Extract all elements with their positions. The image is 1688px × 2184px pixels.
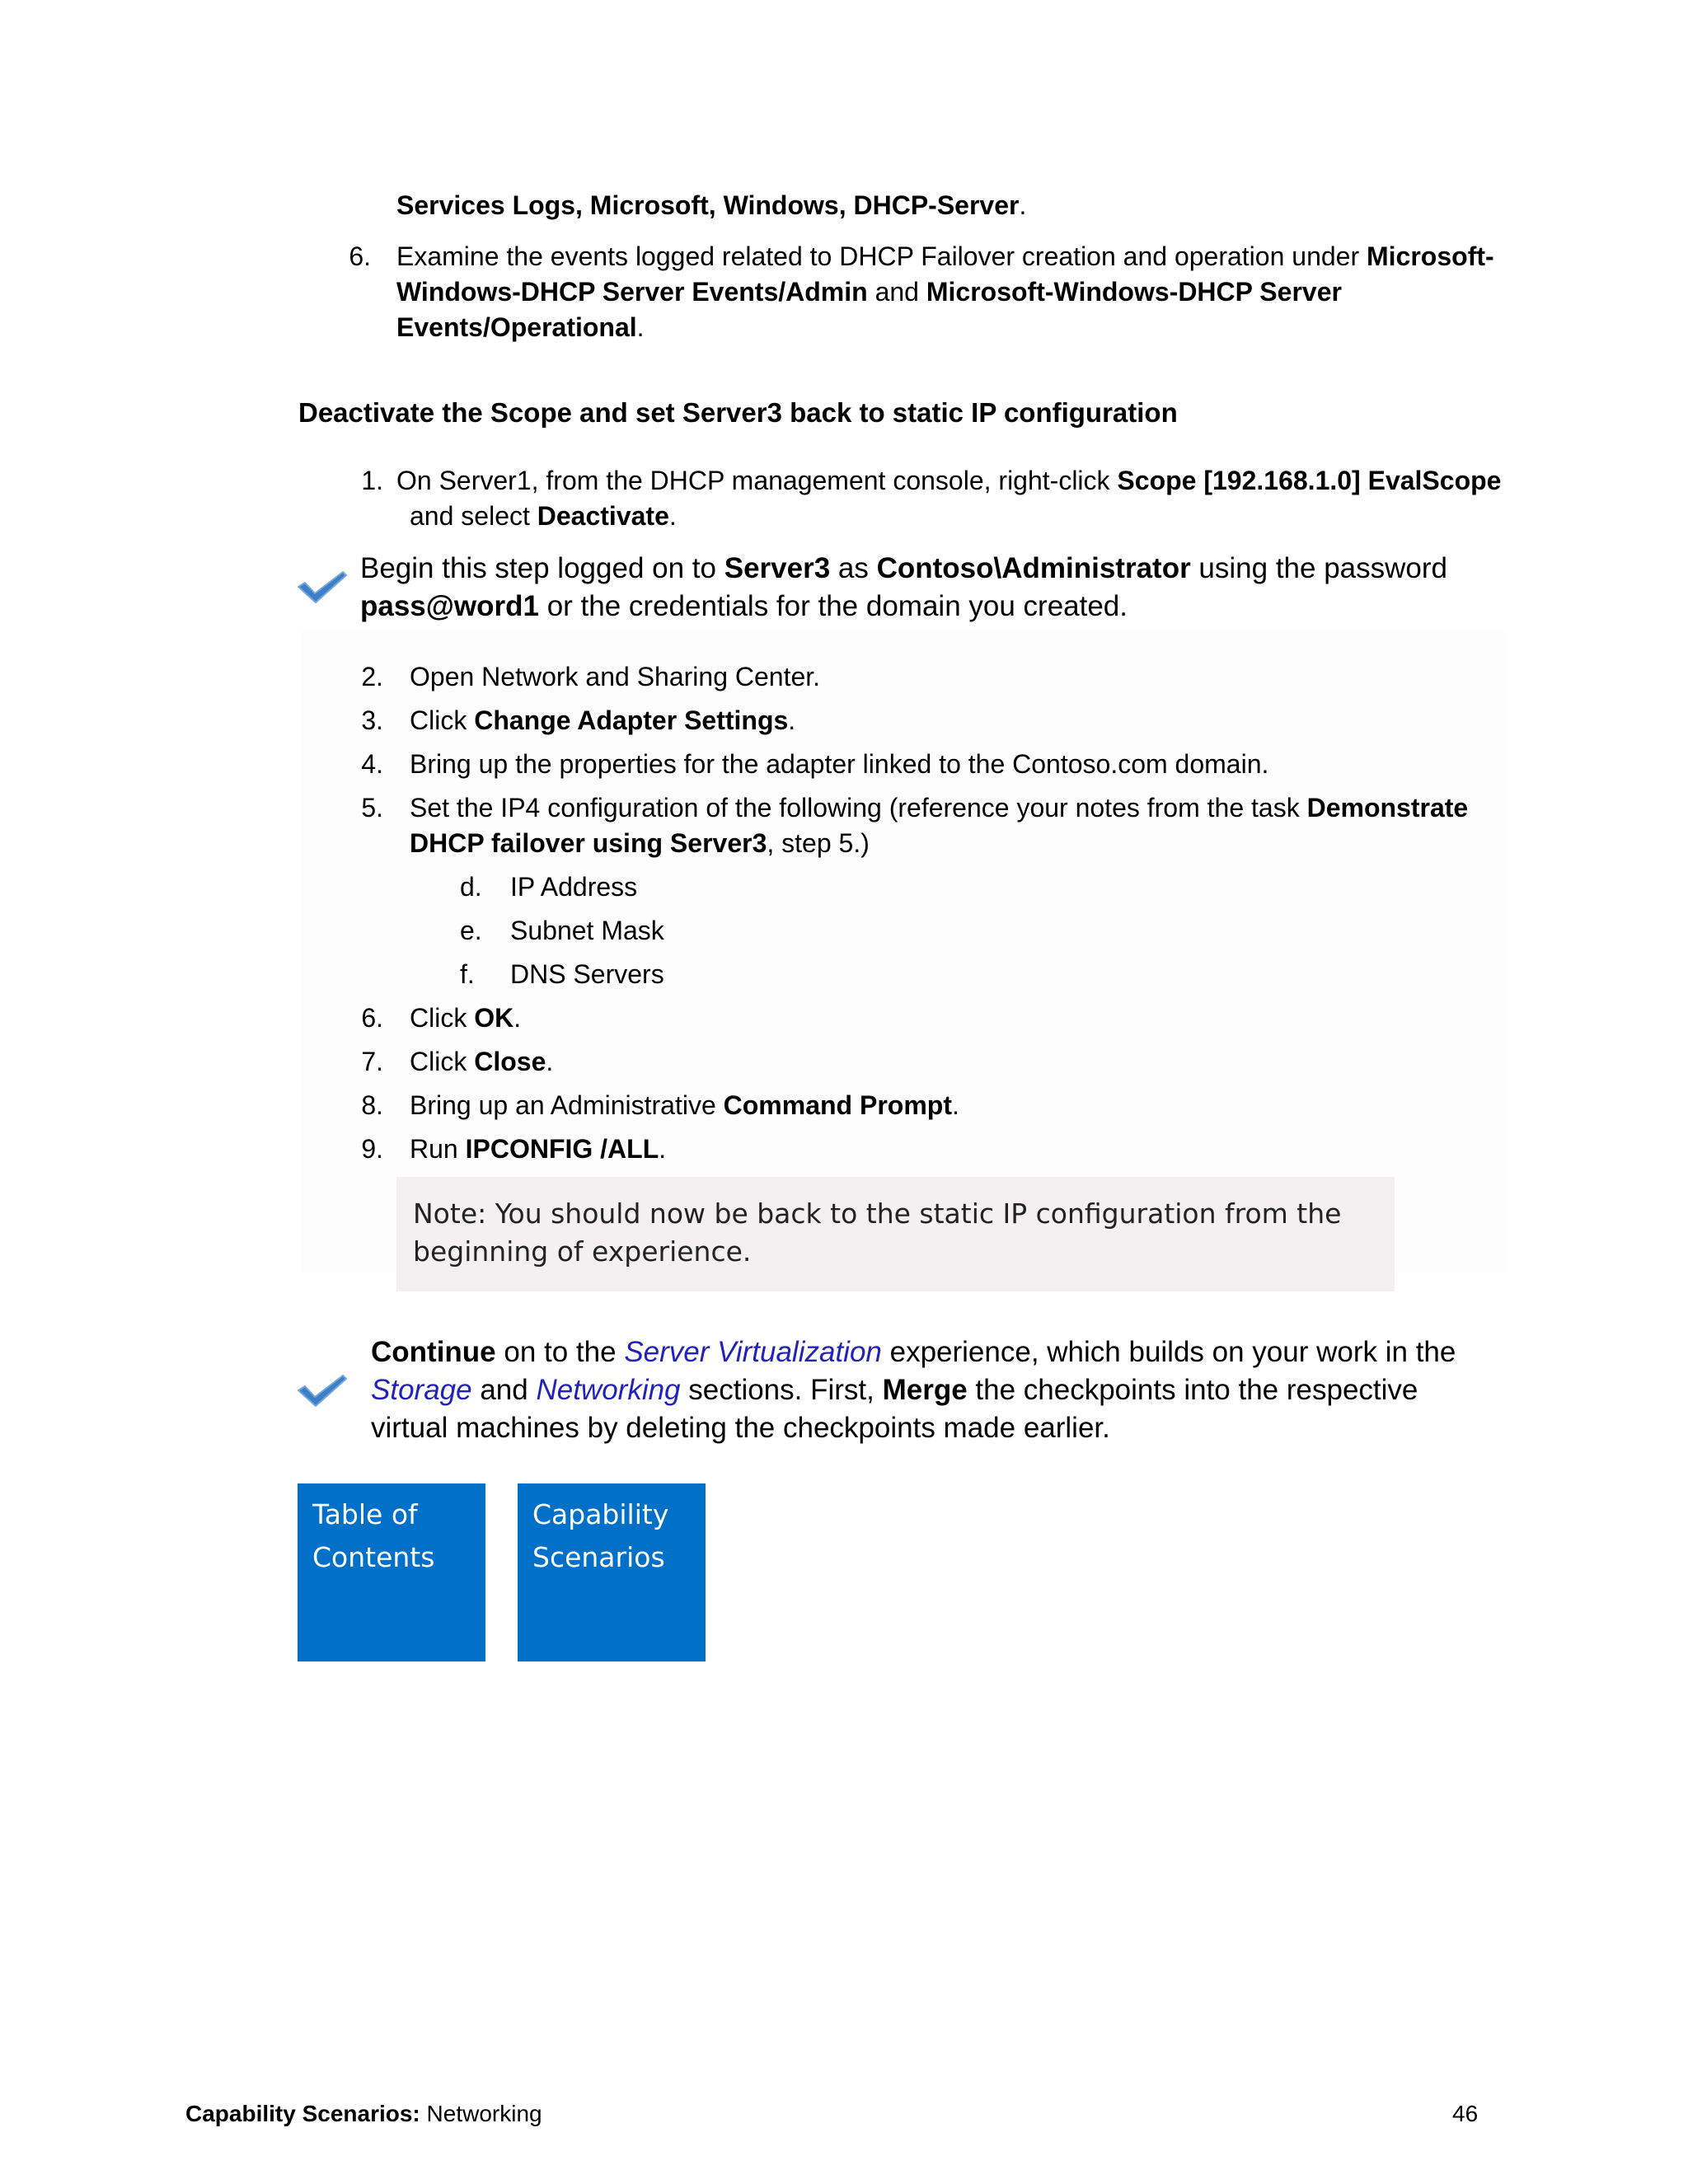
sub-item-label: e. xyxy=(460,916,482,945)
networking-link[interactable]: Networking xyxy=(536,1374,681,1406)
note-line1: Note: You should now be back to the static IP configuration from the xyxy=(413,1197,1342,1230)
page-number: 46 xyxy=(1452,2101,1479,2126)
intro-step6-line2: Windows-DHCP Server Events/Admin and Microsoft-Windows-DHCP Server xyxy=(396,277,1342,307)
step-number: 7. xyxy=(361,1047,383,1076)
section-heading: Deactivate the Scope and set Server3 back to static IP configuration xyxy=(298,397,1178,428)
sub-item-text: IP Address xyxy=(510,872,638,902)
footer-left: Capability Scenarios: Networking xyxy=(185,2101,542,2126)
step-number: 6. xyxy=(361,1003,383,1033)
step-5-line1: Set the IP4 configuration of the following (reference your notes from the task Demonstrate xyxy=(410,793,1469,823)
callout2-line1: Continue on to the Server Virtualization experience, which builds on your work in the xyxy=(371,1336,1456,1368)
step-number: 2. xyxy=(361,662,383,691)
storage-link[interactable]: Storage xyxy=(371,1374,472,1406)
step-5-line2: DHCP failover using Server3, step 5.) xyxy=(410,828,870,858)
note-line2: beginning of experience. xyxy=(413,1235,752,1268)
step-number: 1. xyxy=(361,466,383,495)
intro-line0: Services Logs, Microsoft, Windows, DHCP-Server. xyxy=(396,190,1027,220)
step-2-text: Open Network and Sharing Center. xyxy=(410,662,821,691)
callout-line1: Begin this step logged on to Server3 as Contoso\Administrator using the password xyxy=(360,552,1447,584)
capability-scenarios-tile[interactable] xyxy=(518,1483,706,1661)
callout-line2: pass@word1 or the credentials for the domain you created. xyxy=(360,590,1128,622)
note-box xyxy=(396,1177,1395,1291)
sub-item-text: DNS Servers xyxy=(510,959,664,989)
step-number: 3. xyxy=(361,705,383,735)
step-number: 9. xyxy=(361,1134,383,1164)
table-of-contents-tile[interactable] xyxy=(298,1483,485,1661)
sub-item-label: f. xyxy=(460,959,475,989)
tile-label: Capability xyxy=(532,1498,669,1530)
intro-step6-line1: Examine the events logged related to DHCP Failover creation and operation under Microsoft- xyxy=(396,241,1494,271)
step-3-text: Click Change Adapter Settings. xyxy=(410,705,796,735)
step-9-text: Run IPCONFIG /ALL. xyxy=(410,1134,667,1164)
checkmark-icon xyxy=(297,569,348,605)
tile-label: Scenarios xyxy=(532,1541,665,1573)
step-6-text: Click OK. xyxy=(410,1003,522,1033)
step-number: 4. xyxy=(361,749,383,779)
intro-step6-line3: Events/Operational. xyxy=(396,312,645,342)
step-8-text: Bring up an Administrative Command Prompt. xyxy=(410,1090,959,1120)
step-number: 8. xyxy=(361,1090,383,1120)
step-4-text: Bring up the properties for the adapter linked to the Contoso.com domain. xyxy=(410,749,1269,779)
section-step1-line2: and select Deactivate. xyxy=(410,501,677,531)
callout2-line3: virtual machines by deleting the checkpoints made earlier. xyxy=(371,1412,1110,1444)
step-number: 5. xyxy=(361,793,383,823)
step-7-text: Click Close. xyxy=(410,1047,554,1076)
server-virtualization-link[interactable]: Server Virtualization xyxy=(624,1336,882,1368)
callout2-line2: Storage and Networking sections. First, Merge the checkpoints into the respective xyxy=(371,1374,1418,1406)
section-step1-line1: On Server1, from the DHCP management console, right-click Scope [192.168.1.0] EvalScope xyxy=(396,466,1502,495)
checkmark-icon xyxy=(297,1372,348,1408)
tile-label: Contents xyxy=(312,1541,435,1573)
tile-label: Table of xyxy=(312,1498,418,1530)
step-number: 6. xyxy=(349,241,371,271)
sub-item-text: Subnet Mask xyxy=(510,916,664,945)
sub-item-label: d. xyxy=(460,872,482,902)
